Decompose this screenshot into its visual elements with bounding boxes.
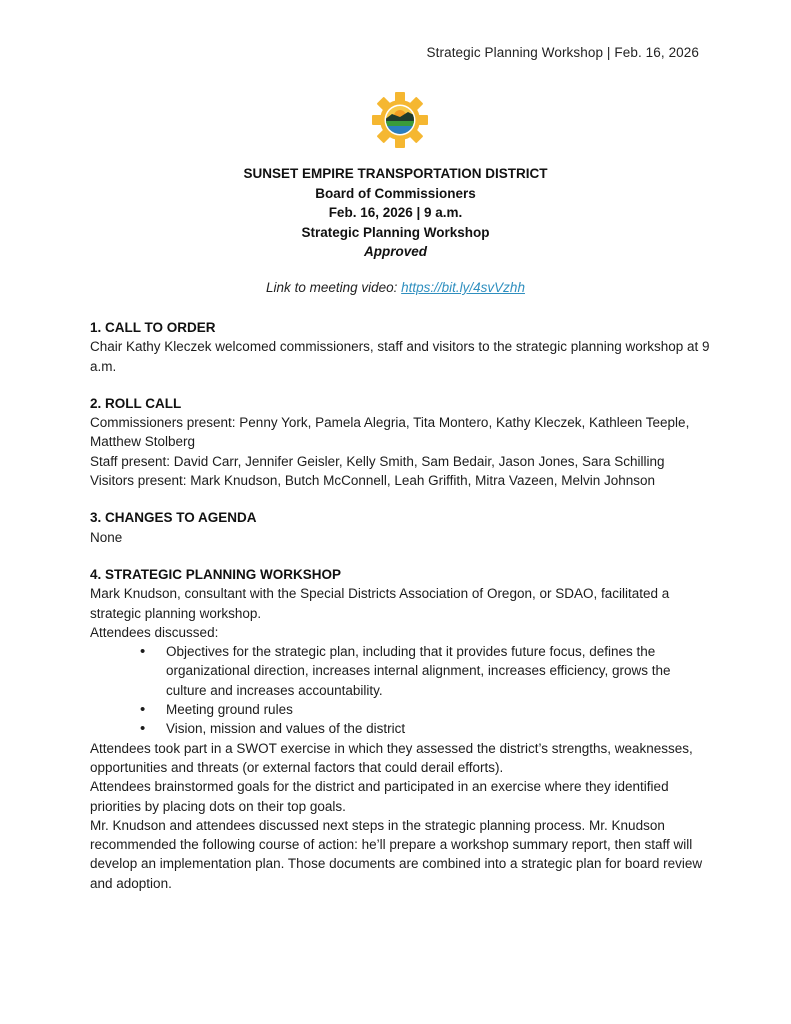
minutes-body	[90, 318, 710, 911]
paragraph: None	[90, 529, 123, 545]
discussion-list	[90, 642, 710, 738]
section-heading: 3. CHANGES TO AGENDA	[90, 510, 257, 526]
workshop-intro: Mark Knudson, consultant with the Special Districts Association of Oregon, or SDAO, facilitated a strategic planning workshop.	[90, 586, 670, 621]
goals-paragraph: Attendees brainstormed goals for the district and participated in an exercise where they identified priorities by placing dots on their top goals.	[90, 779, 669, 814]
section-heading: 4. STRATEGIC PLANNING WORKSHOP	[90, 566, 342, 582]
meeting-title-block	[0, 164, 791, 262]
list-item: • Objectives for the strategic plan, including that it provides future focus, defines the organizational direction, increases internal alignment, increases efficiency, grows the culture and increases accountability.	[140, 642, 710, 700]
next-steps-paragraph: Mr. Knudson and attendees discussed next steps in the strategic planning process. Mr. Knudson recommended the following course of action: he’ll prepare a workshop summary report, then staff will develop an implementation plan. Those documents are combined into a strategic plan for board review and adoption.	[90, 817, 703, 891]
video-link-label: Link to meeting video:	[266, 280, 402, 295]
list-item: • Vision, mission and values of the district	[140, 719, 710, 738]
section-call-to-order	[90, 318, 710, 376]
meeting-video-link[interactable]: https://bit.ly/4svVzhh	[401, 280, 525, 295]
organization-name: SUNSET EMPIRE TRANSPORTATION DISTRICT	[243, 166, 548, 181]
paragraph: Chair Kathy Kleczek welcomed commissioners, staff and visitors to the strategic planning workshop at 9 a.m.	[90, 339, 710, 374]
section-heading: 2. ROLL CALL	[90, 395, 182, 411]
section-heading: 1. CALL TO ORDER	[90, 320, 216, 335]
meeting-datetime: Feb. 16, 2026 | 9 a.m.	[328, 205, 463, 220]
swot-paragraph: Attendees took part in a SWOT exercise in which they assessed the district’s strengths, weaknesses, opportunities and threats (or external factors that could derail efforts).	[90, 740, 693, 775]
commissioners-present: Commissioners present: Penny York, Pamela Alegria, Tita Montero, Kathy Kleczek, Kathleen Teeple, Matthew Stolberg	[90, 415, 690, 450]
district-logo	[370, 90, 430, 150]
section-strategic-planning-workshop	[90, 565, 710, 893]
approval-status: Approved	[363, 244, 427, 259]
list-item: • Meeting ground rules	[140, 700, 710, 719]
running-header: Strategic Planning Workshop | Feb. 16, 2026	[426, 45, 699, 60]
section-roll-call	[90, 394, 710, 490]
gear-sun-landscape-icon	[370, 90, 430, 150]
section-changes-to-agenda	[90, 508, 710, 547]
visitors-present: Visitors present: Mark Knudson, Butch McConnell, Leah Griffith, Mitra Vazeen, Melvin Johnson	[90, 473, 656, 489]
board-name: Board of Commissioners	[315, 185, 476, 201]
meeting-video-line	[0, 280, 791, 295]
staff-present: Staff present: David Carr, Jennifer Geisler, Kelly Smith, Sam Bedair, Jason Jones, Sara Schilling	[90, 453, 665, 469]
meeting-type: Strategic Planning Workshop	[301, 224, 490, 240]
discussion-label: Attendees discussed:	[90, 624, 219, 640]
